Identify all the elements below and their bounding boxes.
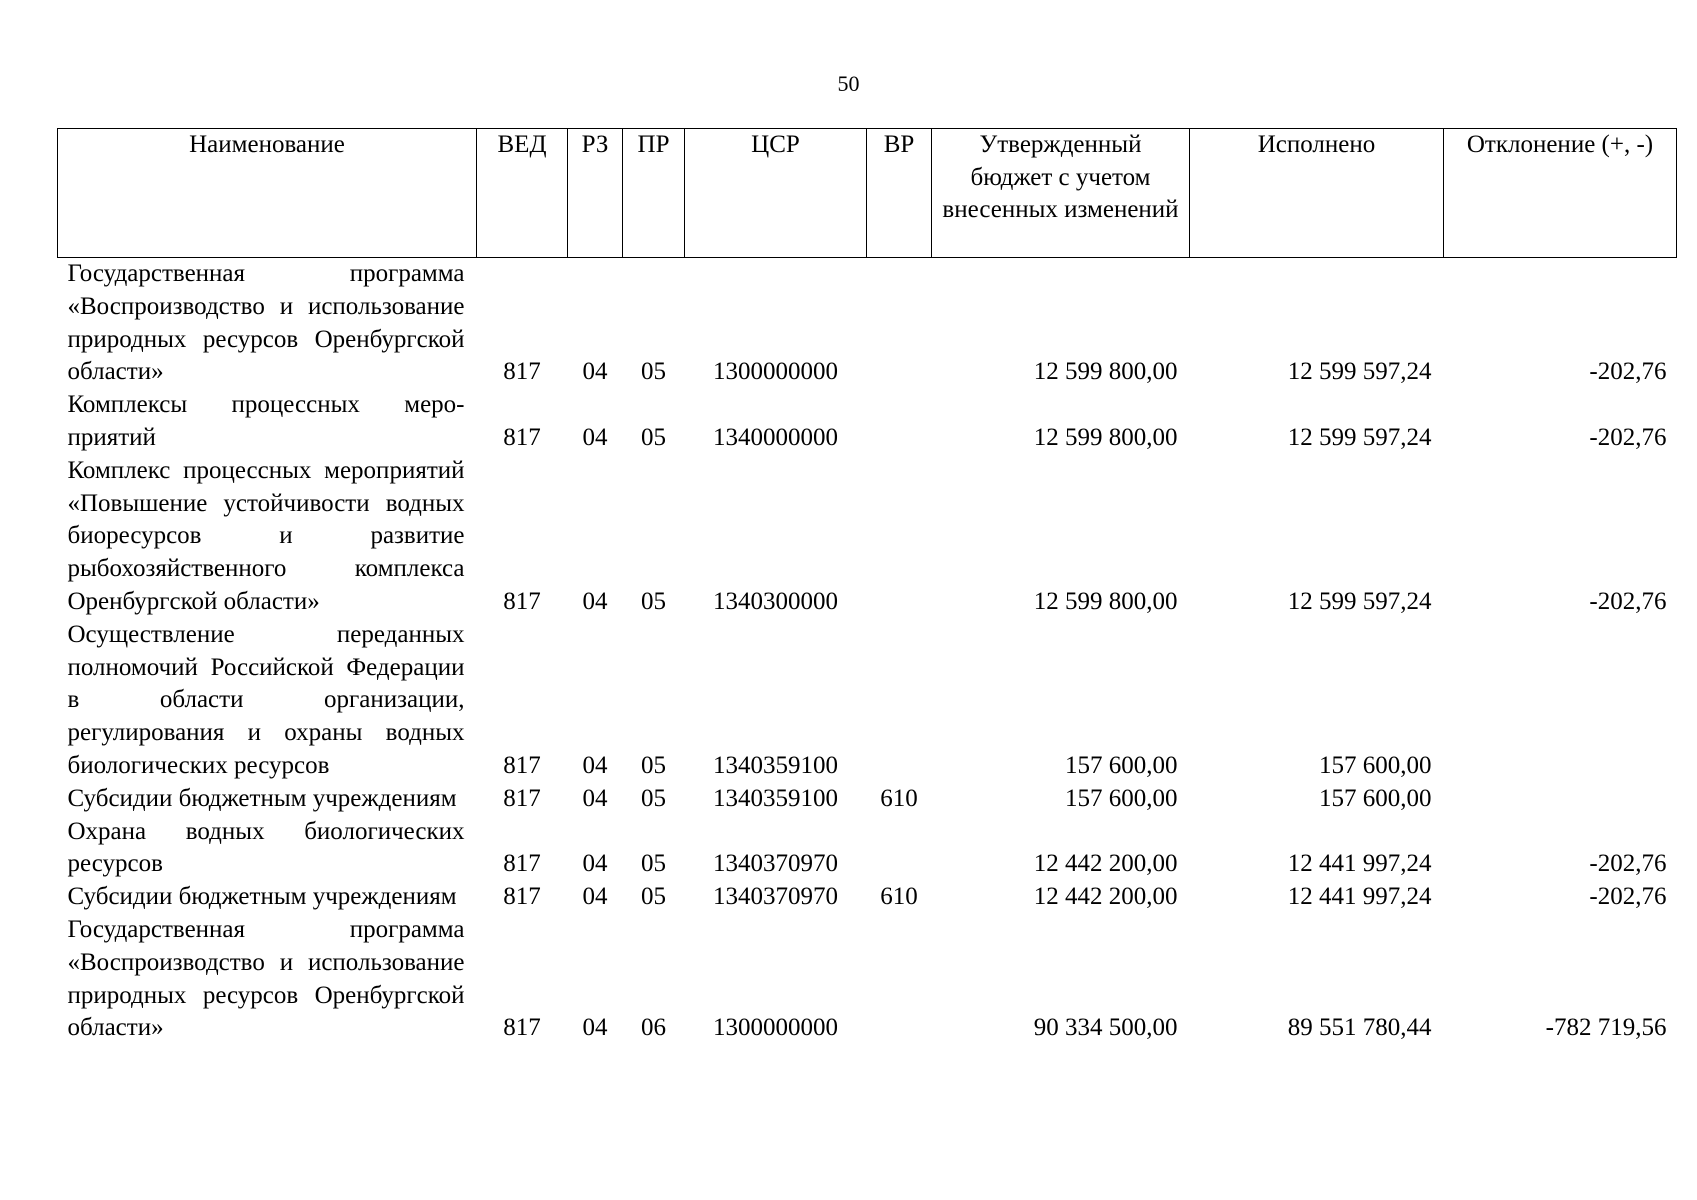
cell-vr: 610	[880, 784, 918, 812]
header-vr: ВР	[867, 129, 932, 258]
header-ved: ВЕД	[477, 129, 568, 258]
page-number: 50	[837, 71, 860, 96]
table-row	[58, 258, 1677, 390]
header-pr: ПР	[623, 129, 685, 258]
table-row	[58, 914, 1677, 1045]
cell-ved: 817	[503, 587, 541, 615]
cell-ved: 817	[503, 1014, 541, 1042]
cell-csr: 1340000000	[713, 423, 838, 451]
cell-executed: 12 441 997,24	[1287, 883, 1432, 911]
cell-ved: 817	[503, 883, 541, 911]
cell-name: Субсидии бюджетным учреждениям	[67, 883, 457, 911]
cell-name: Комплексы процессных мероприятий	[67, 391, 465, 451]
cell-executed: 12 441 997,24	[1287, 850, 1432, 878]
cell-vr	[867, 816, 932, 882]
cell-rz: 04	[582, 587, 608, 615]
cell-vr	[867, 914, 932, 1045]
cell-csr: 1340359100	[713, 784, 838, 812]
table-row	[58, 783, 1677, 816]
cell-csr: 1340359100	[713, 751, 838, 779]
cell-pr: 05	[641, 587, 666, 615]
cell-pr: 05	[641, 850, 666, 878]
cell-pr: 05	[641, 358, 666, 386]
cell-executed: 12 599 597,24	[1287, 358, 1432, 386]
cell-deviation: -782 719,56	[1545, 1014, 1667, 1042]
cell-deviation: -202,76	[1589, 883, 1667, 911]
cell-vr: 610	[880, 883, 918, 911]
cell-ved: 817	[503, 358, 541, 386]
table-row	[58, 455, 1677, 619]
cell-deviation	[1444, 783, 1677, 816]
table-body	[58, 258, 1677, 1046]
cell-approved: 157 600,00	[1065, 751, 1178, 779]
header-name: Наименование	[58, 129, 477, 258]
cell-approved: 90 334 500,00	[1033, 1014, 1178, 1042]
table-header	[58, 129, 1677, 258]
cell-csr: 1340370970	[713, 883, 838, 911]
cell-csr: 1340300000	[713, 587, 838, 615]
cell-name: Осуществление переданных полномочий Российской Федерации в области организации, регулирования и охраны водных биологических ресурсов	[67, 620, 465, 779]
cell-rz: 04	[582, 358, 608, 386]
table-row	[58, 389, 1677, 455]
cell-vr	[867, 258, 932, 390]
cell-executed: 157 600,00	[1319, 784, 1432, 812]
cell-deviation: -202,76	[1589, 358, 1667, 386]
header-row	[58, 129, 1677, 258]
header-executed: Исполнено	[1190, 129, 1444, 258]
budget-execution-table	[57, 128, 1677, 1045]
header-deviation: Отклонение (+, -)	[1444, 129, 1677, 258]
cell-name: Государственная программа «Воспроизводство и использование природных ресурсов Оренбургской области»	[67, 915, 465, 1042]
cell-pr: 05	[641, 751, 666, 779]
cell-deviation: -202,76	[1589, 587, 1667, 615]
cell-deviation	[1444, 619, 1677, 783]
cell-rz: 04	[582, 883, 608, 911]
cell-executed: 12 599 597,24	[1287, 423, 1432, 451]
cell-vr	[867, 455, 932, 619]
cell-executed: 157 600,00	[1319, 751, 1432, 779]
cell-rz: 04	[582, 850, 608, 878]
cell-ved: 817	[503, 423, 541, 451]
cell-deviation: -202,76	[1589, 423, 1667, 451]
header-approved-budget: Утвержденный бюджет с учетом внесенных изменений	[932, 129, 1190, 258]
cell-approved: 12 599 800,00	[1033, 423, 1178, 451]
cell-approved: 12 442 200,00	[1033, 850, 1178, 878]
cell-pr: 06	[641, 1014, 666, 1042]
cell-approved: 12 599 800,00	[1033, 587, 1178, 615]
cell-rz: 04	[582, 423, 608, 451]
header-rz: РЗ	[568, 129, 623, 258]
cell-vr	[867, 619, 932, 783]
header-csr: ЦСР	[685, 129, 867, 258]
cell-vr	[867, 389, 932, 455]
cell-deviation: -202,76	[1589, 850, 1667, 878]
cell-ved: 817	[503, 751, 541, 779]
cell-name: Субсидии бюджетным учреждениям	[67, 784, 457, 812]
cell-rz: 04	[582, 1014, 608, 1042]
cell-pr: 05	[641, 784, 666, 812]
cell-pr: 05	[641, 423, 666, 451]
cell-name: Комплекс процессных мероприятий «Повышение устойчивости водных биоресурсов и развитие рыбохозяйственного комплекса Оренбургской области»	[67, 456, 465, 615]
cell-approved: 12 599 800,00	[1033, 358, 1178, 386]
cell-csr: 1300000000	[713, 1014, 838, 1042]
cell-csr: 1300000000	[713, 358, 838, 386]
table-row	[58, 816, 1677, 882]
cell-rz: 04	[582, 751, 608, 779]
cell-pr: 05	[641, 883, 666, 911]
table-row	[58, 881, 1677, 914]
cell-executed: 12 599 597,24	[1287, 587, 1432, 615]
cell-csr: 1340370970	[713, 850, 838, 878]
cell-ved: 817	[503, 850, 541, 878]
cell-approved: 157 600,00	[1065, 784, 1178, 812]
cell-executed: 89 551 780,44	[1287, 1014, 1432, 1042]
cell-ved: 817	[503, 784, 541, 812]
table-row	[58, 619, 1677, 783]
cell-name: Охрана водных биологических ресурсов	[67, 817, 465, 878]
cell-rz: 04	[582, 784, 608, 812]
cell-approved: 12 442 200,00	[1033, 883, 1178, 911]
cell-name: Государственная программа «Воспроизводство и использование природных ресурсов Оренбургской области»	[67, 260, 465, 386]
